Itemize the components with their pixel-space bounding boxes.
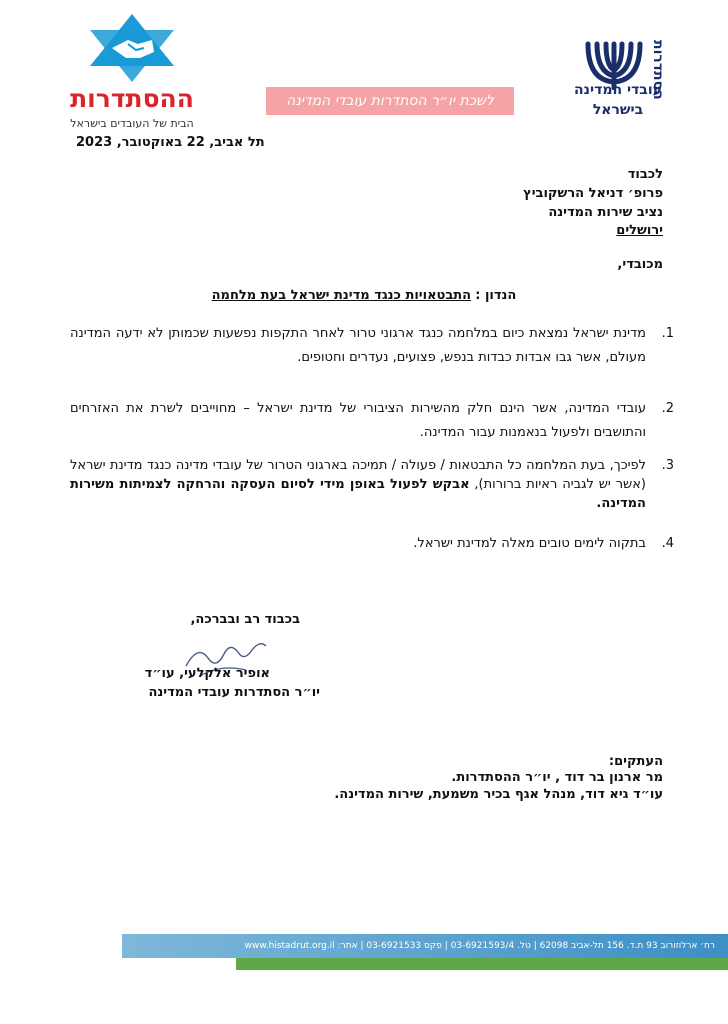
paragraph-text-bold: אבקש לפעול באופן מידי לסיום העסקה והרחקה לצמיתות משירות המדינה. [70, 477, 646, 511]
paragraph-1 [70, 322, 674, 370]
subject-line [150, 288, 578, 303]
paragraph-text [70, 456, 646, 513]
paragraph-text: בתקוה לימים טובים מאלה למדינת ישראל. [413, 536, 646, 551]
cc-item: עו״ד גיא דוד, מנהל אגף בכיר משמעת, שירות המדינה. [334, 787, 663, 802]
paragraph-text-plain: לפיכך, בעת המלחמה כל התבטאות / פעולה / תמיכה בארגוני הטרור של עובדי מדינה כנגד מדינת ישראל (אשר יש לגביה ראיות ברורות), [70, 458, 647, 492]
recipient-title: נציב שירות המדינה [548, 205, 663, 220]
paragraph-4 [70, 532, 674, 556]
union-name-line1: הסתדרות [650, 40, 666, 100]
star-of-david-handshake-icon [82, 14, 182, 82]
recipient-name: פרופ׳ דניאל הרשקוביץ [523, 186, 663, 201]
signer-title: יו״ר הסתדרות עובדי המדינה [148, 685, 320, 700]
paragraph-number: 3. [661, 458, 674, 473]
footer-stripe [236, 958, 728, 970]
paragraph-2 [70, 397, 674, 445]
histadrut-logo [62, 14, 202, 130]
paragraph-3 [70, 456, 674, 513]
paragraph-number: 4. [661, 536, 674, 551]
footer-contact: רח׳ ארלוזורוב 93 ת.ד. 156 תל-אביב 62098 | טל. 03-6921593/4 | פקס 03-6921533 | אתר: www.histadrut.org.il [244, 941, 715, 951]
union-name-line2: עובדי המדינה [574, 82, 662, 98]
paragraph-number: 2. [661, 401, 674, 416]
paragraph-text: עובדי המדינה, אשר הינם חלק מהשירות הציבורי של מדינת ישראל – מחוייבים לשרת את האזרחים והתושבים ולפעול בנאמנות עבור המדינה. [70, 401, 646, 440]
closing: בכבוד רב ובברכה, [190, 612, 300, 627]
recipient-city: ירושלים [616, 223, 663, 238]
civil-servants-union-logo [558, 38, 698, 122]
histadrut-tagline: הבית של העובדים בישראל [70, 117, 194, 130]
signer-name: אופיר אלקלעי, עו״ד [144, 666, 270, 681]
office-banner: לשכת יו״ר הסתדרות עובדי המדינה [266, 87, 514, 115]
paragraph-number: 1. [661, 326, 674, 341]
paragraph-text: מדינת ישראל נמצאת כיום במלחמה כנגד ארגוני טרור לאחר התקפות נפשעות שכמותן לא ידעה המדינה מעולם, אשר גבו אבדות כבדות בנפש, פצועים, נעדרים וחטופים. [70, 326, 646, 365]
histadrut-name: ההסתדרות [70, 84, 194, 113]
letter-date: תל אביב, 22 באוקטובר, 2023 [76, 135, 265, 150]
subject-text: התבטאויות כנגד מדינת ישראל בעת מלחמה [211, 288, 472, 303]
subject-label: הנדון : [475, 288, 517, 303]
union-name-line3: בישראל [592, 102, 644, 118]
cc-label: העתקים: [608, 754, 663, 769]
cc-item: מר ארנון בר דוד , יו״ר ההסתדרות. [451, 770, 663, 785]
to-label: לכבוד [627, 167, 663, 182]
greeting: מכובדי, [617, 257, 663, 272]
